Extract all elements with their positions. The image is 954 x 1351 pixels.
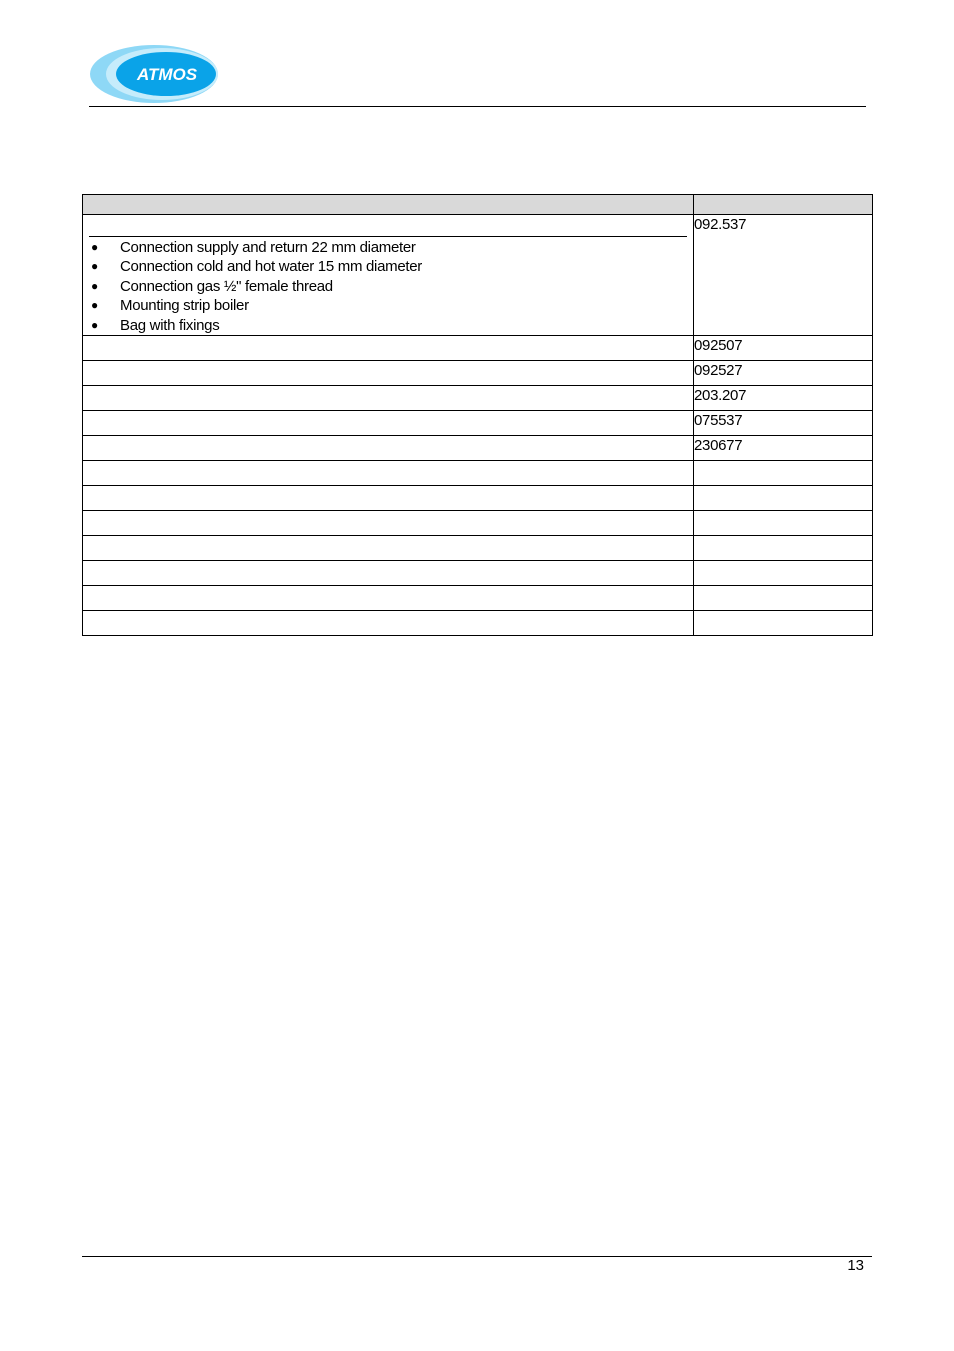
table-row xyxy=(83,460,873,485)
code-cell xyxy=(694,460,873,485)
table-row xyxy=(83,510,873,535)
footer-divider xyxy=(82,1256,872,1257)
table-row-kit xyxy=(83,215,873,336)
bullet-icon: ● xyxy=(91,240,98,254)
code-cell xyxy=(694,560,873,585)
code-cell: 230677 xyxy=(694,435,873,460)
list-item: ● Connection cold and hot water 15 mm diameter xyxy=(91,258,422,276)
table-row xyxy=(83,360,873,385)
description-cell xyxy=(83,360,694,385)
kit-description-cell xyxy=(83,215,694,336)
atmos-logo xyxy=(88,44,220,104)
description-cell xyxy=(83,460,694,485)
list-item: ● Connection gas ½" female thread xyxy=(91,277,333,295)
description-cell xyxy=(83,435,694,460)
header-divider xyxy=(89,106,866,107)
parts-table xyxy=(82,194,873,636)
page-number: 13 xyxy=(847,1257,864,1274)
table-row xyxy=(83,560,873,585)
code-cell xyxy=(694,585,873,610)
logo-text: ATMOS xyxy=(136,65,198,84)
header-cell-code xyxy=(694,195,873,215)
description-cell xyxy=(83,585,694,610)
bullet-icon: ● xyxy=(91,278,98,293)
table-row xyxy=(83,610,873,635)
kit-code-cell: 092.537 xyxy=(694,215,873,336)
description-cell xyxy=(83,560,694,585)
description-cell xyxy=(83,610,694,635)
table-row xyxy=(83,485,873,510)
table-row xyxy=(83,410,873,435)
description-cell xyxy=(83,385,694,410)
table-row xyxy=(83,535,873,560)
bullet-icon: ● xyxy=(91,259,98,274)
code-cell xyxy=(694,485,873,510)
code-cell xyxy=(694,610,873,635)
bullet-icon: ● xyxy=(91,298,98,313)
description-cell xyxy=(83,335,694,360)
code-cell xyxy=(694,510,873,535)
list-item: ● Bag with fixings xyxy=(91,316,220,334)
description-cell xyxy=(83,410,694,435)
bullet-icon: ● xyxy=(91,317,98,332)
table-row xyxy=(83,385,873,410)
header-cell-description xyxy=(83,195,694,215)
code-cell: 203.207 xyxy=(694,385,873,410)
code-cell xyxy=(694,535,873,560)
kit-item-list xyxy=(83,237,693,335)
description-cell xyxy=(83,510,694,535)
list-item: ● Mounting strip boiler xyxy=(91,297,249,315)
description-cell xyxy=(83,485,694,510)
table-row xyxy=(83,335,873,360)
table-header-row xyxy=(83,195,873,215)
table-row xyxy=(83,585,873,610)
table-row xyxy=(83,435,873,460)
code-cell: 092507 xyxy=(694,335,873,360)
code-cell: 092527 xyxy=(694,360,873,385)
description-cell xyxy=(83,535,694,560)
code-cell: 075537 xyxy=(694,410,873,435)
list-item: ● Connection supply and return 22 mm diameter xyxy=(91,239,416,256)
